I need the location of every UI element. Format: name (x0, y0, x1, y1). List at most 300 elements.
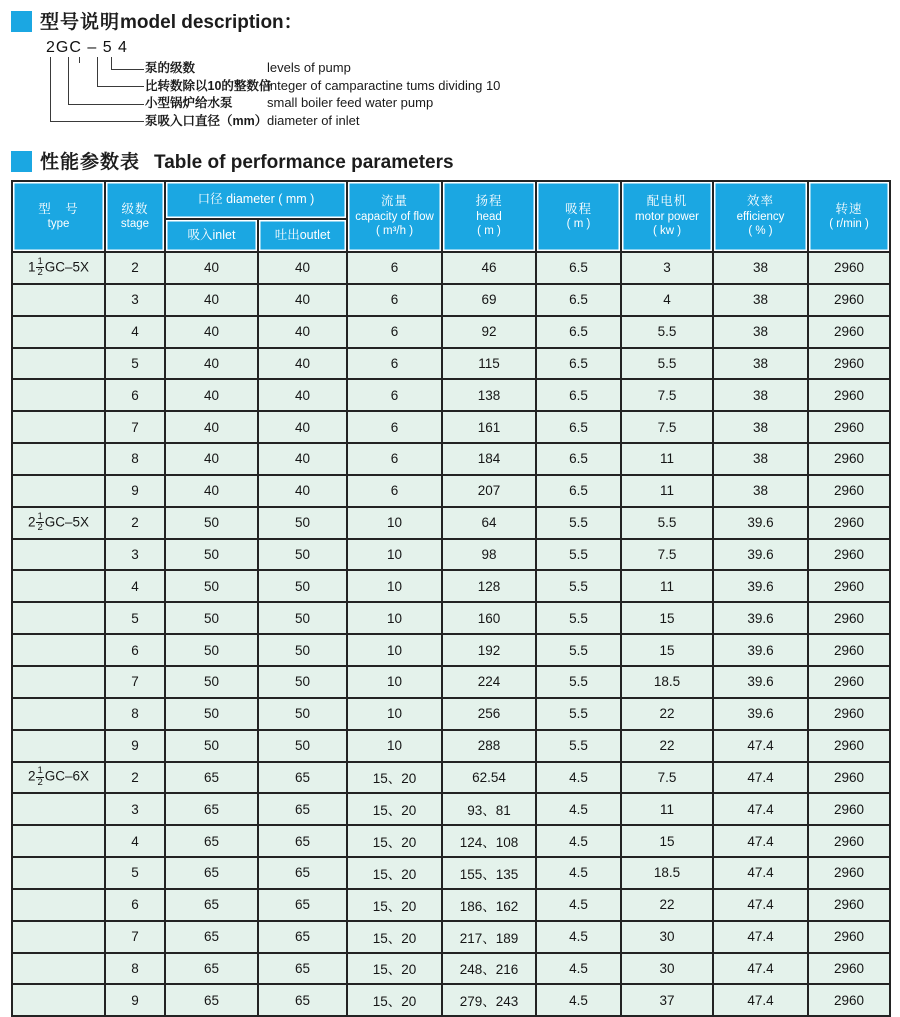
cyan-square-icon (11, 11, 32, 32)
data-cell: 6.5 (536, 379, 621, 411)
data-cell: 4 (621, 284, 713, 316)
data-cell: 6 (347, 316, 442, 348)
table-row (12, 475, 890, 507)
data-cell: 10 (347, 539, 442, 571)
data-cell: 40 (258, 348, 347, 380)
data-cell: 93、81 (442, 793, 536, 825)
data-cell: 40 (165, 411, 258, 443)
data-cell: 2960 (808, 475, 890, 507)
data-cell: 2960 (808, 666, 890, 698)
data-cell: 38 (713, 348, 808, 380)
data-cell: 7.5 (621, 762, 713, 794)
data-cell: 46 (442, 252, 536, 284)
legend-en: small boiler feed water pump (267, 95, 434, 110)
col-header-inlet (165, 219, 258, 252)
data-cell: 2960 (808, 570, 890, 602)
data-cell: 2960 (808, 252, 890, 284)
data-cell: 30 (621, 953, 713, 985)
data-cell: 10 (347, 507, 442, 539)
model-cell (12, 825, 105, 857)
data-cell: 4.5 (536, 953, 621, 985)
data-cell: 65 (258, 857, 347, 889)
table-row (12, 602, 890, 634)
header-zh: 流量 (380, 194, 408, 209)
data-cell: 2960 (808, 698, 890, 730)
table-row (12, 921, 890, 953)
data-cell: 6 (105, 889, 165, 921)
data-cell: 40 (258, 284, 347, 316)
data-cell: 7.5 (621, 411, 713, 443)
data-cell: 64 (442, 507, 536, 539)
data-cell: 2960 (808, 857, 890, 889)
data-cell: 2960 (808, 348, 890, 380)
data-cell: 47.4 (713, 921, 808, 953)
heading-zh: 型号说明 (40, 12, 121, 33)
header-unit: ( kw ) (652, 225, 682, 238)
fraction: $\frac{1}{2}$ (37, 765, 43, 788)
data-cell: 115 (442, 348, 536, 380)
model-cell: 2 $\frac{1}{2}$ GC–5X (12, 507, 105, 539)
table-row (12, 984, 890, 1016)
data-cell: 40 (258, 411, 347, 443)
data-cell: 2960 (808, 411, 890, 443)
data-cell: 6 (347, 475, 442, 507)
data-cell: 10 (347, 698, 442, 730)
data-cell: 39.6 (713, 602, 808, 634)
performance-table-heading (40, 147, 454, 174)
fraction: $\frac{1}{2}$ (37, 255, 43, 279)
data-cell: 2 (105, 252, 165, 284)
legend-zh: 比转数除以10的整数倍 (145, 79, 272, 93)
col-header-suction (536, 181, 621, 252)
data-cell: 2960 (808, 953, 890, 985)
table-row (12, 443, 890, 475)
table-row (12, 666, 890, 698)
col-header-motor-power (621, 181, 713, 252)
data-cell: 161 (442, 411, 536, 443)
data-cell: 7 (105, 411, 165, 443)
data-cell: 248、216 (442, 953, 536, 985)
data-cell: 3 (105, 793, 165, 825)
data-cell: 40 (165, 252, 258, 284)
data-cell: 9 (105, 730, 165, 762)
data-cell: 8 (105, 698, 165, 730)
model-cell (12, 284, 105, 316)
data-cell: 40 (165, 475, 258, 507)
data-cell: 38 (713, 443, 808, 475)
col-header-outlet (258, 219, 347, 252)
data-cell: 15、20 (347, 921, 442, 953)
data-cell: 5 (105, 602, 165, 634)
data-cell: 5.5 (621, 316, 713, 348)
table-row (12, 570, 890, 602)
data-cell: 40 (258, 379, 347, 411)
table-row (12, 953, 890, 985)
table-row (12, 316, 890, 348)
col-header-stage (105, 181, 165, 252)
header-unit: ( % ) (748, 225, 773, 238)
col-header-type (12, 181, 105, 252)
table-row (12, 411, 890, 443)
model-description-heading (40, 7, 303, 34)
data-cell: 2960 (808, 984, 890, 1016)
data-cell: 40 (258, 316, 347, 348)
table-row (12, 348, 890, 380)
data-cell: 9 (105, 475, 165, 507)
data-cell: 98 (442, 539, 536, 571)
data-cell: 40 (165, 443, 258, 475)
legend-zh: 泵的级数 (145, 61, 196, 75)
legend-en: integer of camparactine tums dividing 10 (267, 78, 501, 93)
model-cell (12, 793, 105, 825)
data-cell: 18.5 (621, 666, 713, 698)
data-cell: 47.4 (713, 984, 808, 1016)
data-cell: 15 (621, 634, 713, 666)
header-en: motor power (635, 210, 699, 223)
table-row (12, 762, 890, 794)
data-cell: 6 (347, 284, 442, 316)
header-zh: 扬程 (475, 194, 503, 209)
data-cell: 15 (621, 825, 713, 857)
data-cell: 47.4 (713, 857, 808, 889)
table-body (12, 252, 890, 1016)
data-cell: 50 (258, 698, 347, 730)
model-cell (12, 698, 105, 730)
data-cell: 6.5 (536, 443, 621, 475)
data-cell: 4.5 (536, 857, 621, 889)
model-cell (12, 348, 105, 380)
data-cell: 50 (258, 730, 347, 762)
data-cell: 50 (165, 634, 258, 666)
table-row (12, 889, 890, 921)
data-cell: 10 (347, 602, 442, 634)
data-cell: 192 (442, 634, 536, 666)
data-cell: 3 (621, 252, 713, 284)
data-cell: 2960 (808, 889, 890, 921)
data-cell: 2960 (808, 379, 890, 411)
table-header (12, 181, 890, 252)
model-cell (12, 475, 105, 507)
data-cell: 2960 (808, 507, 890, 539)
model-cell: 1 $\frac{1}{2}$ GC–5X (12, 252, 105, 284)
data-cell: 6.5 (536, 252, 621, 284)
data-cell: 2960 (808, 539, 890, 571)
model-cell (12, 953, 105, 985)
data-cell: 124、108 (442, 825, 536, 857)
data-cell: 38 (713, 252, 808, 284)
data-cell: 40 (165, 348, 258, 380)
model-cell (12, 984, 105, 1016)
data-cell: 40 (258, 443, 347, 475)
data-cell: 8 (105, 953, 165, 985)
data-cell: 5.5 (536, 698, 621, 730)
data-cell: 279、243 (442, 984, 536, 1016)
data-cell: 39.6 (713, 570, 808, 602)
data-cell: 184 (442, 443, 536, 475)
data-cell: 11 (621, 443, 713, 475)
data-cell: 4.5 (536, 889, 621, 921)
table-row (12, 793, 890, 825)
data-cell: 4.5 (536, 762, 621, 794)
data-cell: 65 (165, 762, 258, 794)
data-cell: 65 (165, 857, 258, 889)
data-cell: 10 (347, 730, 442, 762)
table-row (12, 698, 890, 730)
table-row (12, 825, 890, 857)
data-cell: 65 (258, 889, 347, 921)
table-row (12, 539, 890, 571)
data-cell: 7 (105, 666, 165, 698)
data-cell: 207 (442, 475, 536, 507)
data-cell: 5.5 (536, 539, 621, 571)
data-cell: 40 (258, 252, 347, 284)
model-cell (12, 857, 105, 889)
data-cell: 6.5 (536, 316, 621, 348)
data-cell: 5.5 (621, 348, 713, 380)
data-cell: 39.6 (713, 634, 808, 666)
data-cell: 10 (347, 634, 442, 666)
data-cell: 5.5 (536, 730, 621, 762)
data-cell: 6 (347, 443, 442, 475)
data-cell: 6 (347, 411, 442, 443)
data-cell: 50 (258, 634, 347, 666)
data-cell: 7 (105, 921, 165, 953)
col-header-speed (808, 181, 890, 252)
data-cell: 6.5 (536, 475, 621, 507)
header-unit: ( m³/h ) (375, 225, 414, 238)
model-cell (12, 730, 105, 762)
data-cell: 37 (621, 984, 713, 1016)
data-cell: 4.5 (536, 921, 621, 953)
data-cell: 11 (621, 570, 713, 602)
data-cell: 15、20 (347, 953, 442, 985)
data-cell: 50 (258, 570, 347, 602)
data-cell: 47.4 (713, 730, 808, 762)
header-unit: ( m ) (477, 225, 501, 238)
header-line: 口径 diameter ( mm ) (197, 192, 315, 207)
col-header-efficiency (713, 181, 808, 252)
data-cell: 15、20 (347, 984, 442, 1016)
model-code: 2GC – 5 4 (46, 39, 128, 56)
data-cell: 47.4 (713, 889, 808, 921)
table-row (12, 252, 890, 284)
header-en: capacity of flow (355, 210, 434, 223)
table-row (12, 379, 890, 411)
heading-en: Table of performance parameters (154, 152, 454, 173)
data-cell: 92 (442, 316, 536, 348)
data-cell: 65 (165, 953, 258, 985)
data-cell: 50 (258, 602, 347, 634)
data-cell: 65 (258, 825, 347, 857)
data-cell: 2960 (808, 634, 890, 666)
table-row (12, 730, 890, 762)
data-cell: 38 (713, 411, 808, 443)
data-cell: 5.5 (536, 634, 621, 666)
model-cell (12, 602, 105, 634)
legend-row (0, 113, 900, 129)
col-header-diameter-group (165, 181, 347, 219)
data-cell: 15、20 (347, 762, 442, 794)
data-cell: 65 (165, 825, 258, 857)
data-cell: 38 (713, 475, 808, 507)
model-cell (12, 634, 105, 666)
model-cell (12, 666, 105, 698)
data-cell: 6 (105, 379, 165, 411)
header-zh: 吸程 (564, 201, 592, 216)
data-cell: 288 (442, 730, 536, 762)
data-cell: 65 (165, 921, 258, 953)
data-cell: 2960 (808, 284, 890, 316)
data-cell: 2960 (808, 793, 890, 825)
data-cell: 10 (347, 570, 442, 602)
data-cell: 2960 (808, 443, 890, 475)
data-cell: 2960 (808, 825, 890, 857)
data-cell: 30 (621, 921, 713, 953)
data-cell: 15、20 (347, 889, 442, 921)
model-cell (12, 316, 105, 348)
data-cell: 38 (713, 284, 808, 316)
data-cell: 128 (442, 570, 536, 602)
data-cell: 7.5 (621, 379, 713, 411)
model-cell (12, 411, 105, 443)
header-line: 吐出outlet (274, 227, 331, 242)
header-zh: 级数 (121, 201, 149, 216)
legend-en: levels of pump (267, 60, 351, 75)
data-cell: 6.5 (536, 284, 621, 316)
data-cell: 38 (713, 316, 808, 348)
data-cell: 5.5 (536, 570, 621, 602)
header-line: 吸入inlet (187, 227, 236, 242)
data-cell: 65 (165, 984, 258, 1016)
data-cell: 4 (105, 316, 165, 348)
data-cell: 8 (105, 443, 165, 475)
data-cell: 69 (442, 284, 536, 316)
legend-row (0, 95, 900, 111)
data-cell: 65 (258, 793, 347, 825)
data-cell: 47.4 (713, 825, 808, 857)
data-cell: 50 (165, 730, 258, 762)
data-cell: 15、20 (347, 857, 442, 889)
header-en: head (476, 210, 502, 223)
data-cell: 47.4 (713, 953, 808, 985)
data-cell: 65 (258, 762, 347, 794)
data-cell: 40 (258, 475, 347, 507)
header-zh: 效率 (746, 194, 774, 209)
data-cell: 65 (258, 921, 347, 953)
data-cell: 50 (258, 507, 347, 539)
data-cell: 47.4 (713, 793, 808, 825)
data-cell: 9 (105, 984, 165, 1016)
legend-zh: 小型锅炉给水泵 (145, 96, 233, 110)
legend-zh: 泵吸入口直径（mm） (145, 114, 268, 128)
fraction: $\frac{1}{2}$ (37, 510, 43, 534)
data-cell: 7.5 (621, 539, 713, 571)
model-cell (12, 570, 105, 602)
data-cell: 186、162 (442, 889, 536, 921)
data-cell: 3 (105, 284, 165, 316)
data-cell: 50 (165, 602, 258, 634)
data-cell: 4.5 (536, 793, 621, 825)
legend-row (0, 60, 900, 76)
data-cell: 3 (105, 539, 165, 571)
data-cell: 6 (105, 634, 165, 666)
data-cell: 217、189 (442, 921, 536, 953)
data-cell: 2960 (808, 730, 890, 762)
data-cell: 160 (442, 602, 536, 634)
legend-en: diameter of inlet (267, 113, 360, 128)
data-cell: 65 (165, 793, 258, 825)
data-cell: 5.5 (536, 507, 621, 539)
data-cell: 138 (442, 379, 536, 411)
data-cell: 22 (621, 698, 713, 730)
data-cell: 6 (347, 252, 442, 284)
data-cell: 50 (258, 666, 347, 698)
data-cell: 62.54 (442, 762, 536, 794)
heading-en: model description： (120, 12, 303, 33)
header-en: type (47, 218, 70, 231)
header-en: efficiency (736, 210, 785, 223)
data-cell: 50 (165, 698, 258, 730)
model-cell: 2 $\frac{1}{2}$ GC–6X (12, 762, 105, 794)
model-cell (12, 443, 105, 475)
header-zh: 型 号 (38, 201, 79, 216)
data-cell: 50 (258, 539, 347, 571)
data-cell: 2 (105, 507, 165, 539)
data-cell: 47.4 (713, 762, 808, 794)
data-cell: 10 (347, 666, 442, 698)
table-row (12, 284, 890, 316)
data-cell: 5.5 (536, 602, 621, 634)
data-cell: 50 (165, 539, 258, 571)
data-cell: 4.5 (536, 984, 621, 1016)
model-cell (12, 539, 105, 571)
data-cell: 39.6 (713, 698, 808, 730)
header-zh: 转速 (835, 201, 863, 216)
data-cell: 11 (621, 793, 713, 825)
data-cell: 50 (165, 507, 258, 539)
data-cell: 2960 (808, 602, 890, 634)
col-header-flow (347, 181, 442, 252)
data-cell: 15、20 (347, 793, 442, 825)
performance-table (11, 180, 891, 1017)
data-cell: 6.5 (536, 411, 621, 443)
data-cell: 15、20 (347, 825, 442, 857)
header-unit: ( m ) (566, 218, 591, 231)
table-row (12, 507, 890, 539)
data-cell: 155、135 (442, 857, 536, 889)
data-cell: 5.5 (621, 507, 713, 539)
data-cell: 2960 (808, 762, 890, 794)
data-cell: 2 (105, 762, 165, 794)
data-cell: 2960 (808, 316, 890, 348)
data-cell: 15 (621, 602, 713, 634)
cyan-square-icon (11, 151, 32, 172)
header-en: stage (120, 218, 150, 231)
data-cell: 6 (347, 348, 442, 380)
header-zh: 配电机 (646, 194, 688, 209)
heading-zh: 性能参数表 (40, 152, 141, 173)
data-cell: 22 (621, 889, 713, 921)
data-cell: 65 (258, 953, 347, 985)
data-cell: 4 (105, 570, 165, 602)
data-cell: 38 (713, 379, 808, 411)
data-cell: 50 (165, 570, 258, 602)
data-cell: 39.6 (713, 539, 808, 571)
data-cell: 2960 (808, 921, 890, 953)
data-cell: 40 (165, 284, 258, 316)
data-cell: 4.5 (536, 825, 621, 857)
data-cell: 5.5 (536, 666, 621, 698)
